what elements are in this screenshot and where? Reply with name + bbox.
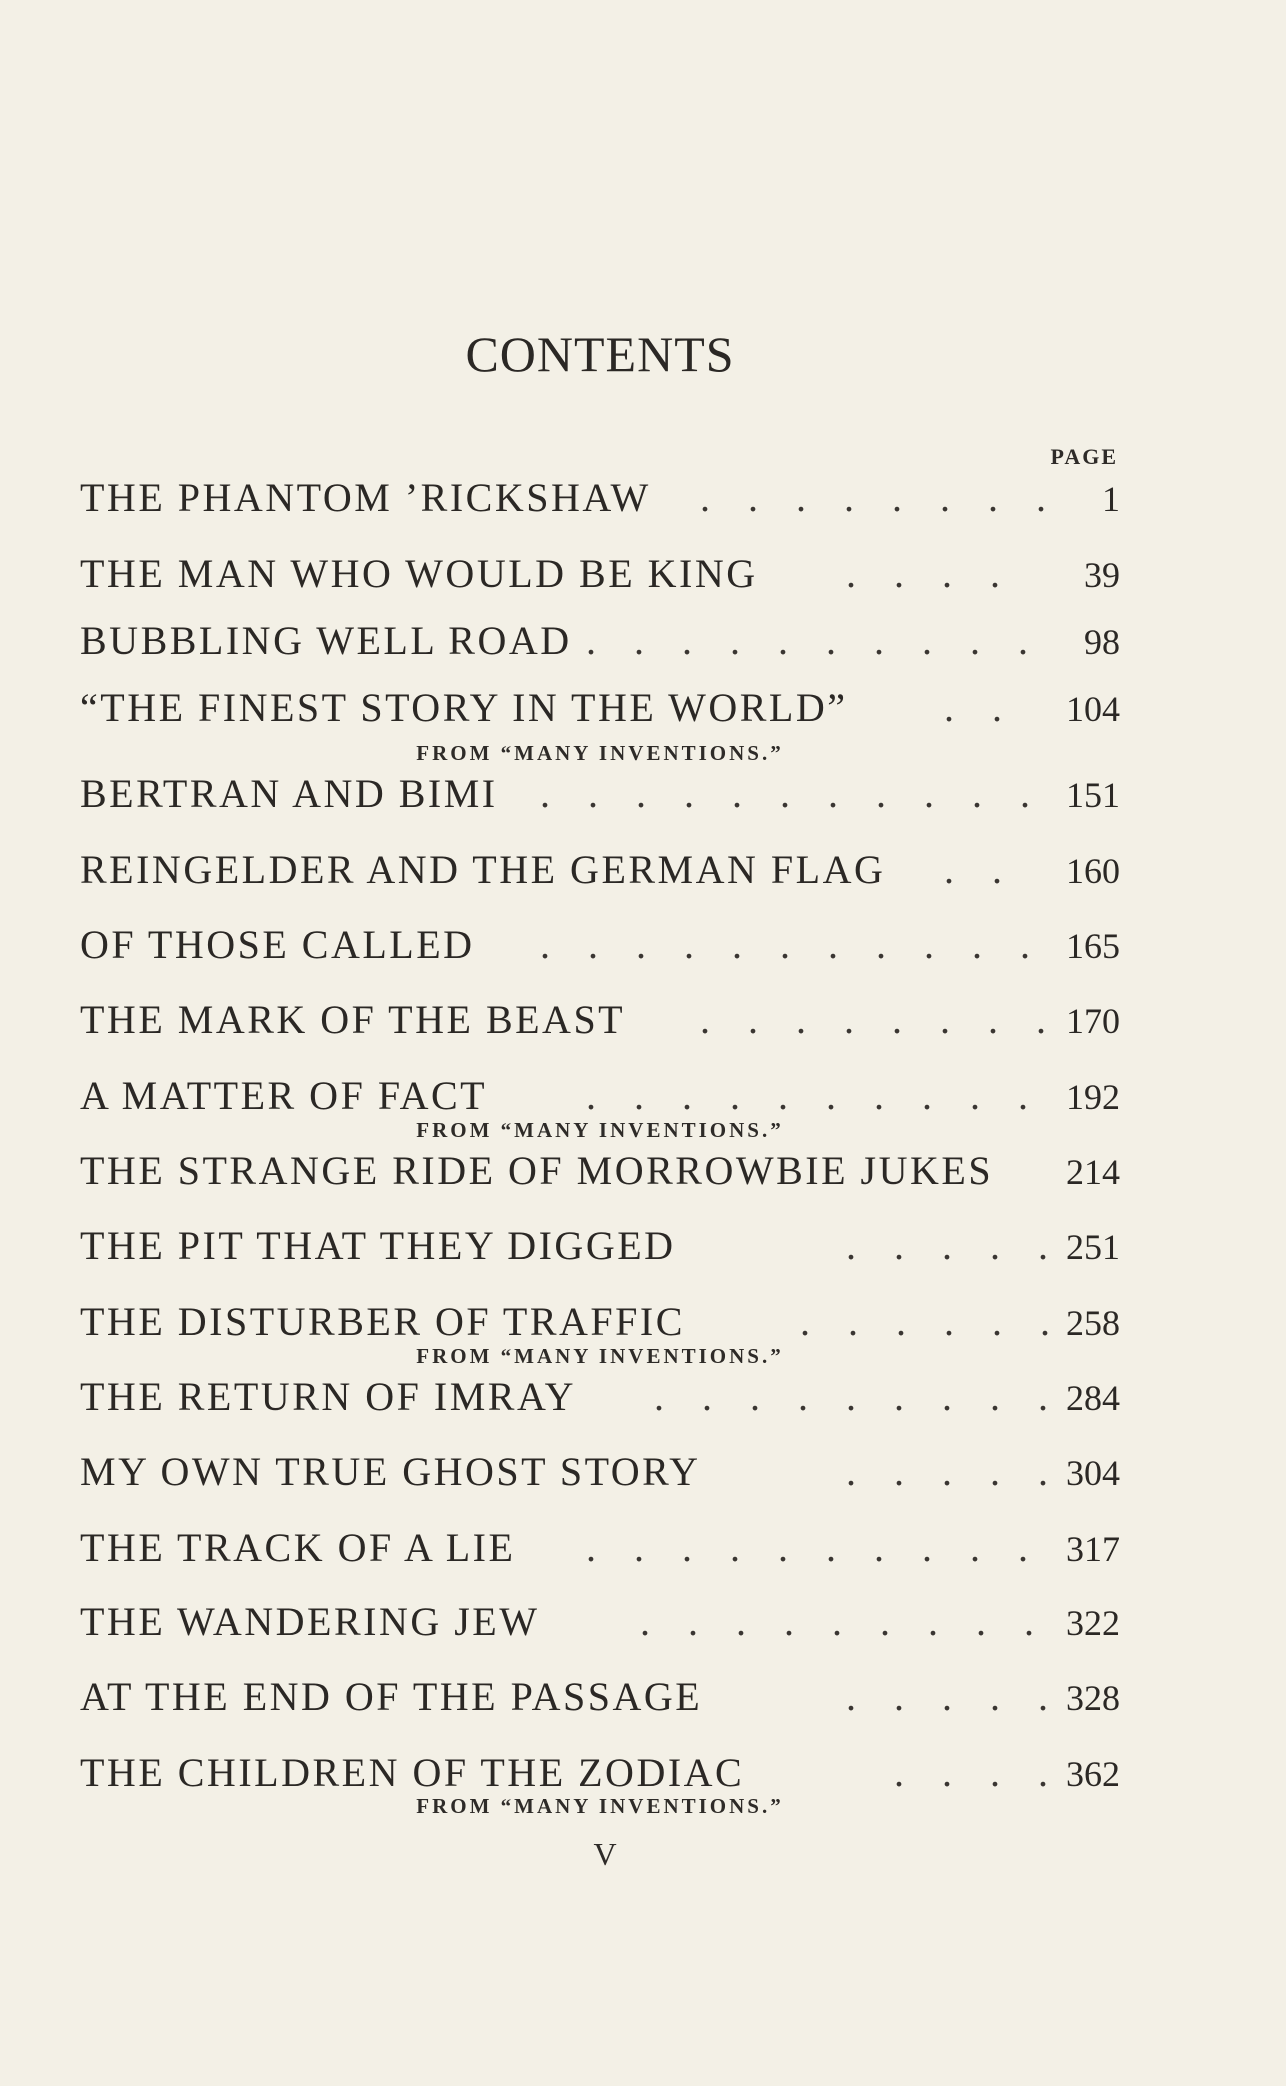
dot-leader: . . . . . . . . . . <box>586 1525 1042 1570</box>
dot-leader: . . . . <box>894 1750 1062 1795</box>
entry-page-number: 251 <box>1066 1227 1120 1267</box>
entry-page-number: 214 <box>1066 1152 1120 1192</box>
entry-title: AT THE END OF THE PASSAGE <box>80 1674 703 1719</box>
entry-title: THE TRACK OF A LIE <box>80 1525 516 1570</box>
entry-page-number: 104 <box>1066 689 1120 729</box>
entry-page-number: 165 <box>1066 926 1120 966</box>
entry-title: MY OWN TRUE GHOST STORY <box>80 1449 701 1494</box>
dot-leader: . . . . . . . . <box>700 475 1060 520</box>
dot-leader: . . . . . <box>846 1674 1062 1719</box>
dot-leader: . . . . . . . . <box>700 997 1060 1042</box>
toc-entry <box>80 1448 1120 1500</box>
toc-entry <box>80 1598 1120 1650</box>
entry-title: OF THOSE CALLED <box>80 922 475 967</box>
entry-title: THE MARK OF THE BEAST <box>80 997 626 1042</box>
entry-title: BUBBLING WELL ROAD <box>80 618 572 663</box>
entry-page-number: 151 <box>1066 775 1120 815</box>
toc-entry <box>80 684 1120 736</box>
entry-page-number: 39 <box>1084 555 1120 595</box>
source-note: FROM “MANY INVENTIONS.” <box>416 1118 784 1142</box>
source-note: FROM “MANY INVENTIONS.” <box>416 741 784 765</box>
dot-leader: . . . . . . . . . . <box>586 618 1042 663</box>
source-note: FROM “MANY INVENTIONS.” <box>416 1794 784 1818</box>
page-title: CONTENTS <box>465 326 735 382</box>
dot-leader: . . . . . . . . . <box>654 1374 1062 1419</box>
toc-entry <box>80 1373 1120 1425</box>
entry-page-number: 317 <box>1066 1529 1120 1569</box>
dot-leader: . . . . . . . . . . . <box>540 771 1044 816</box>
dot-leader: . . . . . . . . . <box>640 1599 1048 1644</box>
dot-leader: . . <box>944 847 1016 892</box>
toc-entry <box>80 921 1120 973</box>
entry-page-number: 1 <box>1102 479 1120 519</box>
entry-title: THE STRANGE RIDE OF MORROWBIE JUKES <box>80 1148 994 1193</box>
toc-entry <box>80 1673 1120 1725</box>
entry-page-number: 304 <box>1066 1453 1120 1493</box>
entry-title: THE DISTURBER OF TRAFFIC <box>80 1299 685 1344</box>
entry-page-number: 170 <box>1066 1001 1120 1041</box>
entry-title: BERTRAN AND BIMI <box>80 771 498 816</box>
page-column-label: PAGE <box>1050 444 1118 469</box>
toc-entry <box>80 770 1120 822</box>
dot-leader: . . . . <box>846 551 1014 596</box>
toc-entry <box>80 1524 1120 1576</box>
entry-page-number: 98 <box>1084 622 1120 662</box>
source-note: FROM “MANY INVENTIONS.” <box>416 1344 784 1368</box>
dot-leader: . . <box>944 685 1016 730</box>
dot-leader: . . . . . . <box>800 1299 1064 1344</box>
toc-entry <box>80 617 1120 669</box>
entry-page-number: 192 <box>1066 1077 1120 1117</box>
folio-page-number: V <box>593 1836 617 1872</box>
dot-leader: . . . . . <box>846 1449 1062 1494</box>
toc-entry <box>80 1298 1120 1350</box>
entry-title: A MATTER OF FACT <box>80 1073 488 1118</box>
toc-entry <box>80 1072 1120 1124</box>
toc-entry <box>80 1222 1120 1274</box>
entry-page-number: 362 <box>1066 1754 1120 1794</box>
entry-page-number: 328 <box>1066 1678 1120 1718</box>
toc-entry <box>80 846 1120 898</box>
toc-entry <box>80 1147 1120 1199</box>
entry-title: THE CHILDREN OF THE ZODIAC <box>80 1750 745 1795</box>
entry-title: “THE FINEST STORY IN THE WORLD” <box>80 685 848 730</box>
entry-title: THE WANDERING JEW <box>80 1599 540 1644</box>
entry-page-number: 160 <box>1066 851 1120 891</box>
entry-page-number: 322 <box>1066 1603 1120 1643</box>
entry-title: THE MAN WHO WOULD BE KING <box>80 551 758 596</box>
entry-page-number: 258 <box>1066 1303 1120 1343</box>
entry-title: REINGELDER AND THE GERMAN FLAG <box>80 847 886 892</box>
entry-page-number: 284 <box>1066 1378 1120 1418</box>
dot-leader: . . . . . <box>846 1223 1062 1268</box>
entry-title: THE PHANTOM ’RICKSHAW <box>80 475 651 520</box>
entry-title: THE RETURN OF IMRAY <box>80 1374 577 1419</box>
dot-leader: . . . . . . . . . . <box>586 1073 1042 1118</box>
toc-entry <box>80 474 1120 526</box>
dot-leader: . . . . . . . . . . . <box>540 922 1044 967</box>
toc-entry <box>80 996 1120 1048</box>
toc-entry <box>80 550 1120 602</box>
entry-title: THE PIT THAT THEY DIGGED <box>80 1223 676 1268</box>
